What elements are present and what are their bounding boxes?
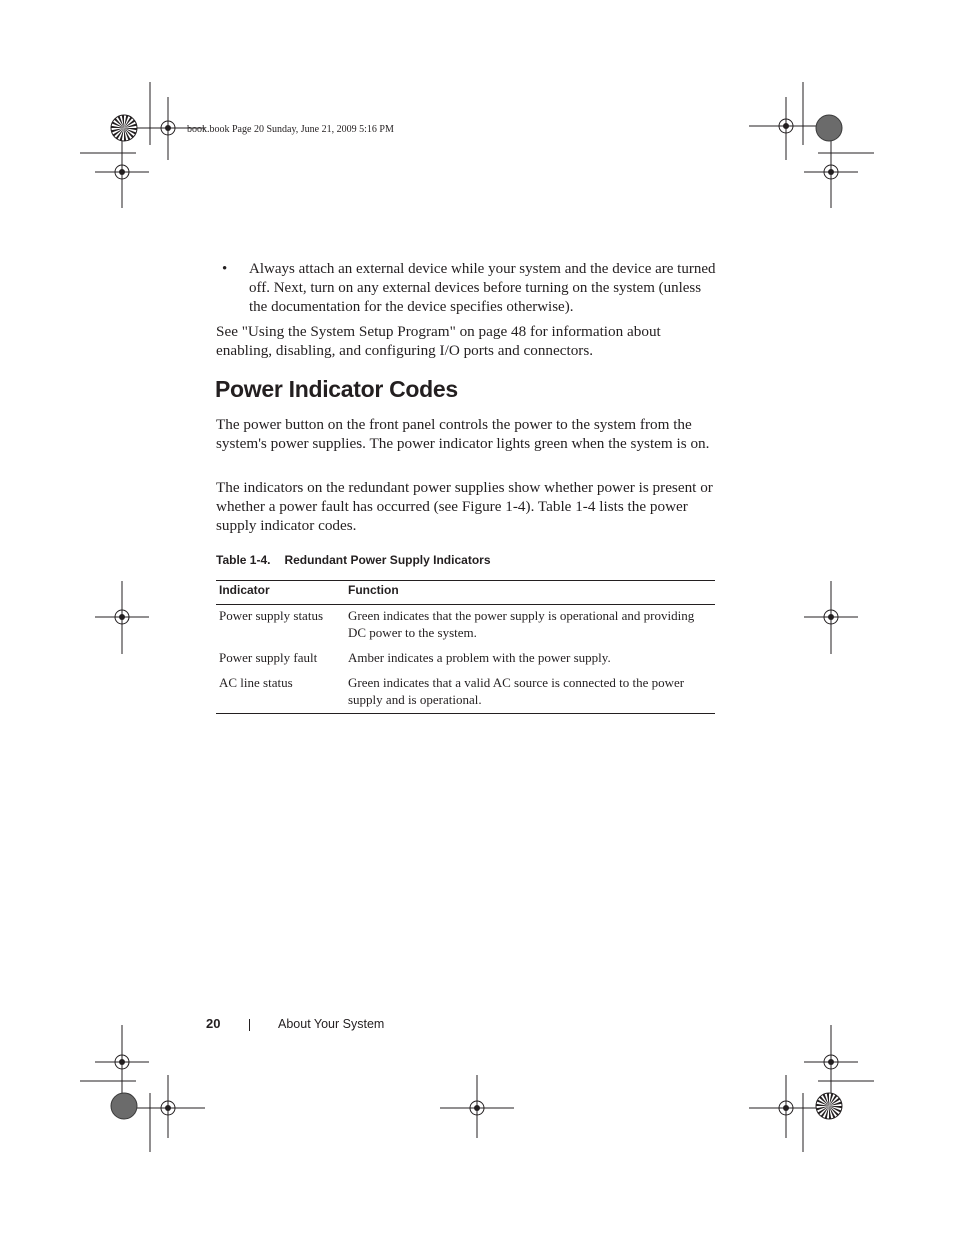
table-cell-function: Green indicates that a valid AC source is connected to the power supply and is operational. xyxy=(348,675,685,707)
table-caption-number: Table 1-4. xyxy=(216,553,271,567)
setup-reference-paragraph: See "Using the System Setup Program" on page 48 for information about enabling, disabling, and configuring I/O ports and connectors. xyxy=(216,323,661,359)
table-rule xyxy=(216,580,715,581)
table-cell-indicator: Power supply status xyxy=(219,608,323,623)
star-target-icon xyxy=(111,115,137,141)
page-number: 20 xyxy=(206,1016,221,1031)
table-caption-title: Redundant Power Supply Indicators xyxy=(284,553,491,567)
table-header-function: Function xyxy=(348,583,399,597)
power-button-paragraph: The power button on the front panel controls the power to the system from the system's power supplies. The power indicator lights green when the system is on. xyxy=(216,416,710,452)
table-cell-function: Amber indicates a problem with the power supply. xyxy=(348,650,611,665)
table-rule xyxy=(216,604,715,605)
gray-density-circle-icon xyxy=(816,115,842,141)
table-cell-indicator: AC line status xyxy=(219,675,293,690)
redundant-indicators-paragraph: The indicators on the redundant power supplies show whether power is present or whether a power fault has occurred (see Figure 1-4). Table 1-4 lists the power supply indicator codes. xyxy=(216,479,713,534)
footer-section-title: About Your System xyxy=(278,1017,385,1031)
table-cell-indicator: Power supply fault xyxy=(219,650,318,665)
table-rule xyxy=(216,713,715,714)
section-heading: Power Indicator Codes xyxy=(215,376,458,402)
table-caption xyxy=(216,553,491,567)
table-header-indicator: Indicator xyxy=(219,583,270,597)
bullet-text: Always attach an external device while your system and the device are turned off. Next, turn on any external devices before turning on the system (unless the documentation for the device specifies otherwise). xyxy=(249,261,716,315)
gray-density-circle-icon xyxy=(111,1093,137,1119)
print-header-stamp: book.book Page 20 Sunday, June 21, 2009 5:16 PM xyxy=(187,124,394,135)
footer-divider xyxy=(249,1019,250,1031)
bullet-icon: • xyxy=(222,261,228,277)
star-target-icon xyxy=(816,1093,842,1119)
table-cell-function: Green indicates that the power supply is operational and providing DC power to the system. xyxy=(348,608,695,640)
